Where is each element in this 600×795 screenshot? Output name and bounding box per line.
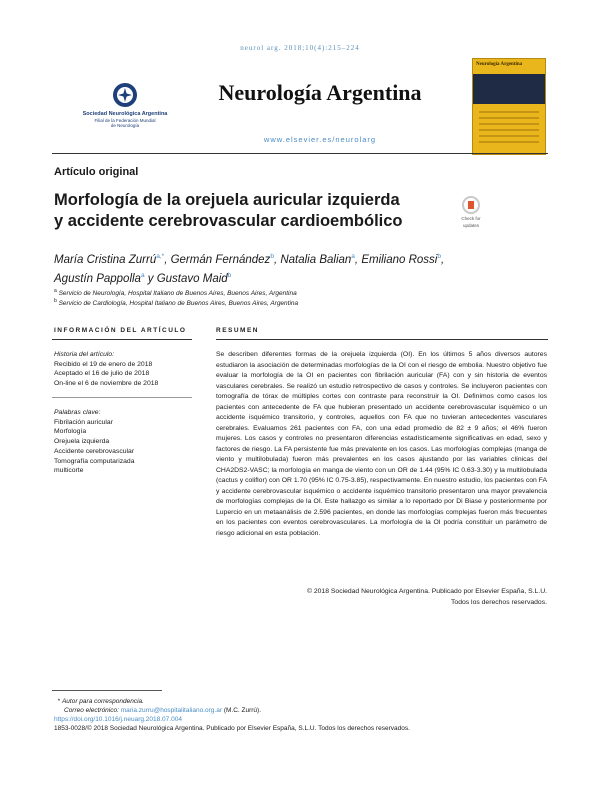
journal-url-link[interactable]: www.elsevier.es/neurolarg [263,135,377,144]
author-name: Germán Fernández [170,253,271,266]
journal-reference: neurol arg. 2018;10(4):215–224 [240,44,360,52]
asterisk-mark: * [54,698,62,705]
bookmark-icon [462,196,480,214]
email-line [54,706,534,715]
society-emblem-icon [112,82,138,108]
email-label: Correo electrónico: [64,707,119,714]
affiliation-label: a [54,288,57,294]
header-rule [52,153,548,154]
footnotes [54,697,534,733]
keyword-item: Accidente cerebrovascular [54,447,135,455]
society-logo [80,82,170,129]
article-title [54,190,444,232]
author-separator: y [144,272,157,285]
author-name: Emiliano Rossi [361,253,438,266]
society-subtitle-2: de Neurología [110,123,140,128]
journal-cover-thumbnail [472,58,546,155]
issn-line: 1853-0028/© 2018 Sociedad Neurológica Argentina. Publicado por Elsevier España, S.L.U. Todos los derechos reservados. [54,725,410,732]
abstract-rule [216,339,548,340]
article-title-line-2: y accidente cerebrovascular cardioembólico [54,212,403,230]
corresponding-author-text: Autor para correspondencia. [61,698,144,705]
author-name: Gustavo Maid [156,272,228,285]
author-name: Natalia Balian [280,253,352,266]
badge-line-2: updates [462,223,479,228]
keyword-item: Morfología [54,428,87,436]
keyword-item: Fibrilación auricular [54,418,113,426]
email-person: (M.C. Zurrú). [223,707,262,714]
society-subtitle-1: Filial de la Federación Mundial [94,117,156,123]
article-title-line-1: Morfología de la orejuela auricular izquierda [54,191,400,209]
article-history [54,350,194,389]
keyword-item: Orejuela izquierda [54,438,110,446]
affiliation-label: b [54,298,57,304]
history-item: Recibido el 19 de enero de 2018 [54,360,153,368]
cover-band [473,74,545,104]
footnote-rule [52,690,162,691]
cover-title: Neurología Argentina [476,62,523,67]
article-type: Artículo original [54,166,139,178]
society-name: Sociedad Neurológica Argentina [82,111,168,117]
history-item: On-line el 6 de noviembre de 2018 [54,380,159,388]
corresponding-author-note [54,697,534,706]
article-info-rule [52,339,192,340]
cover-lines [479,111,539,147]
abstract-text: Se describen diferentes formas de la orejuela izquierda (OI). En los últimos 5 años diversos autores estudiaron la asociación de determinadas morfologías de la OI con el riesgo de embolia. Nuestro objetivo fue evaluar la morfología de la OI en pacientes con fibrilación auricular (FA) con y sin historia de eventos vasculares cerebrales. Se realizó un estudio retrospectivo de casos y controles. Se incluyeron pacientes con tomografía de tórax de múltiples cortes con contraste para reconstruir la OI. Definimos como casos los pacientes con antecedente de FA que hubieran presentado un accidente cerebrovascular isquémico o un accidente isquémico transitorio, y controles, aquellos con FA que no tuvieran antecedentes vasculares cerebrales. Evaluamos 261 pacientes con FA, con una edad promedio de 82 ± 9 años; el 46% fueron mujeres. Los casos y controles no presentaron diferencias estadísticamente significativas en edad, sexo y factores de riesgo. La FA persistente fue más prevalente en los casos. Las morfologías complejas (manga de viento y multilobulada) fueron más prevalentes en los casos ajustando por las variables clínicas del CHA2DS2-VASC; la morfología en manga de viento con un OR de 1.44 (95% IC 0.63-3.30) y la multilobulada (cactus y coliflor) con OR 1.70 (95% IC 0.75-3.85), respectivamente. En nuestro estudio, los pacientes con FA y accidente cerebrovascular isquémico o accidente isquémico transitorio presentaron una mayor prevalencia de morfologías complejas de la OI. Este hallazgo es similar a lo reportado por Di Biase y posteriormente por Lupercio en un metaanálisis de 2.596 pacientes, en donde las morfologías complejas fueron más frecuentes en los pacientes con eventos cerebrovasculares. La morfología de la OI podría constituir un parámetro de riesgo adicional en esta población. [216,351,547,537]
article-info-heading: INFORMACIÓN DEL ARTÍCULO [54,327,187,334]
email-link[interactable]: maria.zurru@hospitalitaliano.org.ar [120,707,222,714]
keyword-item: multicorte [54,467,84,475]
author-separator: , [164,253,171,266]
journal-title: Neurología Argentina [218,80,422,105]
author-separator: , [441,253,445,266]
author-separator: , [273,253,281,266]
affiliation-text: Servicio de Neurología, Hospital Italiano de Buenos Aires, Buenos Aires, Argentina [58,290,297,298]
author-name: María Cristina Zurrú [54,253,157,266]
author-affiliation-ref[interactable]: a [140,271,145,279]
keywords-label: Palabras clave: [54,409,101,416]
author-affiliation-ref[interactable]: b [437,253,441,260]
doi-link[interactable]: https://doi.org/10.1016/j.neuarg.2018.07.004 [54,716,182,723]
author-name: Agustín Pappolla [54,272,141,285]
abstract-heading: RESUMEN [216,327,260,334]
author-affiliation-ref[interactable]: a,* [156,253,165,260]
author-separator: , [354,253,362,266]
keywords [54,408,194,476]
affiliation-text: Servicio de Cardiología, Hospital Italiano de Buenos Aires, Buenos Aires, Argentina [58,300,299,308]
author-affiliation-ref[interactable]: b [227,271,232,279]
abstract-copyright: © 2018 Sociedad Neurológica Argentina. Publicado por Elsevier España, S.L.U. Todos los derechos reservados. [306,588,547,606]
affiliation [54,297,534,308]
author-affiliation-ref[interactable]: b [270,253,274,260]
author-list [54,249,524,287]
author-affiliation-ref[interactable]: a [351,253,355,260]
history-item: Aceptado el 16 de julio de 2018 [54,370,150,378]
badge-line-1: Check for [461,216,481,221]
history-label: Historia del artículo: [54,351,115,358]
history-divider [52,397,192,398]
check-for-updates-badge[interactable] [456,196,486,228]
keyword-item: Tomografía computarizada [54,457,135,465]
